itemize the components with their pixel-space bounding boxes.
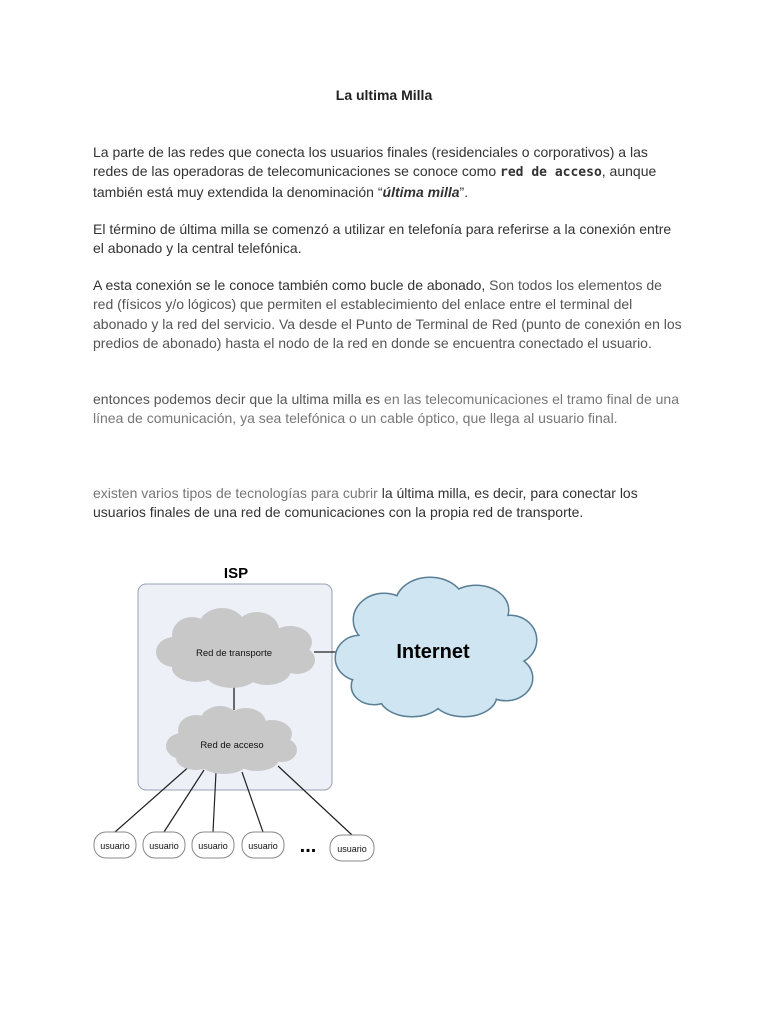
users-ellipsis: ... bbox=[299, 835, 317, 857]
intro-text-2: , aunque también está muy extendida la denominación “ bbox=[93, 163, 657, 200]
user-label-4: usuario bbox=[248, 841, 278, 851]
isp-label: ISP bbox=[223, 565, 249, 582]
bucle-text-1: A esta conexión se le conoce también como bucle de abonado, bbox=[93, 277, 490, 293]
user-label-3: usuario bbox=[198, 841, 228, 851]
user-node-4 bbox=[242, 832, 284, 858]
access-label: Red de acceso bbox=[200, 740, 264, 751]
technologies-text-1: existen varios tipos de tecnologías para cubrir bbox=[93, 485, 382, 501]
term-ultima-milla: última milla bbox=[382, 183, 460, 200]
user-node-1 bbox=[94, 832, 136, 858]
paragraph-bucle bbox=[93, 276, 683, 354]
intro-text-1: La parte de las redes que conecta los usuarios finales (residenciales o corporativos) a las redes de las operadoras de telecomunicaciones se conoce como bbox=[93, 144, 648, 180]
paragraph-technologies bbox=[93, 484, 683, 523]
user-node-5 bbox=[330, 835, 374, 861]
user-label-2: usuario bbox=[149, 841, 179, 851]
network-diagram bbox=[92, 560, 542, 870]
user-label-1: usuario bbox=[100, 841, 130, 851]
definition-text-1: entonces podemos decir que la ultima milla es bbox=[93, 391, 385, 407]
page-title: La ultima Milla bbox=[335, 87, 433, 103]
bucle-text-2: Son todos los elementos de red (físicos y/o lógicos) que permiten el establecimiento del enlace entre el terminal del abonado y la red del servicio. bbox=[93, 277, 662, 332]
user-node-2 bbox=[143, 832, 185, 858]
user-node-3 bbox=[192, 832, 234, 858]
paragraph-intro bbox=[93, 143, 683, 202]
user-label-5: usuario bbox=[337, 844, 367, 854]
paragraph-definition bbox=[93, 390, 683, 429]
definition-text-2: en las telecomunicaciones el tramo final de una línea de comunicación, ya sea telefónica o un cable óptico, que llega al usuario final. bbox=[93, 391, 679, 427]
paragraph-origin: El término de última milla se comenzó a utilizar en telefonía para referirse a la conexión entre el abonado y la central telefónica. bbox=[93, 221, 672, 257]
technologies-text-2: la última milla, es decir, para conectar los usuarios finales de una red de comunicaciones con la propia red de transporte. bbox=[93, 485, 638, 521]
transport-label: Red de transporte bbox=[195, 648, 273, 659]
internet-label: Internet bbox=[396, 641, 470, 663]
bucle-text-3: Va desde el Punto de Terminal de Red (punto de conexión en los predios de abonado) hasta el nodo de la red en donde se encuentra conectado el usuario. bbox=[93, 315, 682, 352]
intro-text-3: ”. bbox=[459, 183, 469, 200]
term-red-de-acceso: red de acceso bbox=[500, 165, 602, 181]
